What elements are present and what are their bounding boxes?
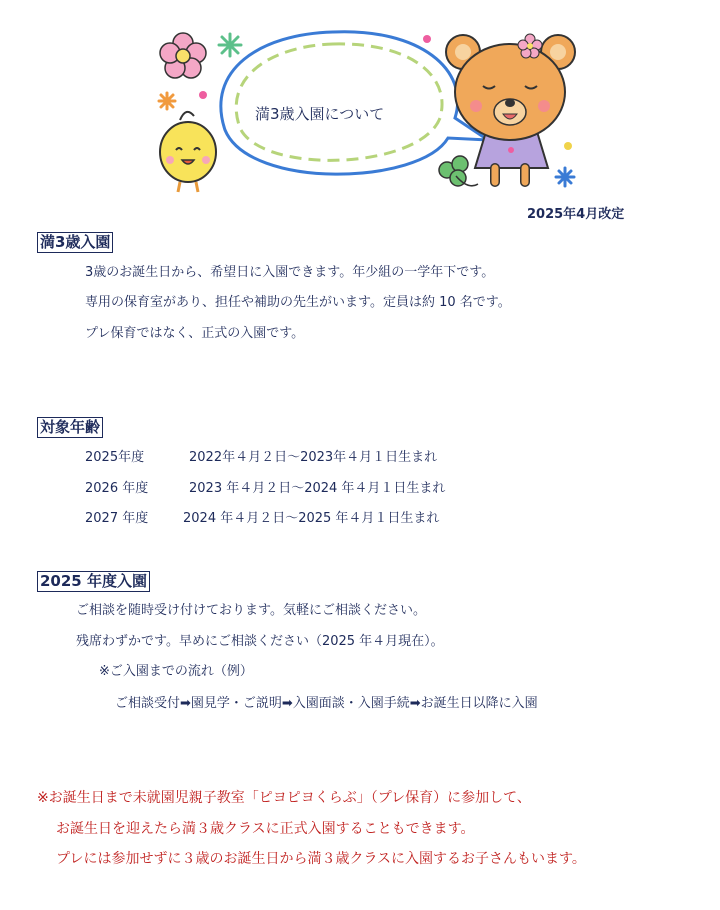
sparkle-orange-icon: [159, 93, 175, 109]
chick-icon: [160, 112, 216, 192]
section-heading-ages: 対象年齢: [37, 417, 103, 438]
header-illustration: [0, 0, 720, 210]
section-heading-enroll-2025: 2025 年度入園: [37, 571, 150, 592]
revision-date: 2025年4月改定: [527, 207, 625, 222]
clover-icon: [439, 156, 478, 186]
note-line-1: ※お誕生日まで未就園児親子教室「ピヨピヨくらぶ」（プレ保育）に参加して、: [37, 790, 531, 806]
flow-steps: ご相談受付➡園見学・ご説明➡入園面談・入園手続➡お誕生日以降に入園: [115, 696, 538, 711]
age-row: [85, 480, 445, 498]
section-heading-about: 満3歳入園: [37, 232, 113, 253]
bubble-title: 満3歳入園について: [255, 105, 385, 123]
about-line-1: 3歳のお誕生日から、希望日に入園できます。年少組の一学年下です。: [85, 265, 495, 280]
sparkle-green-icon: [219, 34, 241, 56]
age-year: 2027 年度: [85, 511, 149, 526]
sparkle-blue-icon: [556, 168, 574, 186]
about-line-2: 専用の保育室があり、担任や補助の先生がいます。定員は約 10 名です。: [85, 295, 511, 310]
age-year: 2025年度: [85, 450, 145, 465]
enroll-line-2: 残席わずかです。早めにご相談ください（2025 年４月現在）。: [76, 634, 444, 649]
about-line-3: プレ保育ではなく、正式の入園です。: [85, 326, 305, 341]
note-line-2: お誕生日を迎えたら満３歳クラスに正式入園することもできます。: [56, 821, 475, 837]
enroll-line-1: ご相談を随時受け付けております。気軽にご相談ください。: [76, 603, 426, 618]
age-year: 2026 年度: [85, 481, 149, 496]
age-range: 2024 年４月２日～2025 年４月１日生まれ: [183, 511, 440, 526]
age-row: [85, 510, 439, 528]
note-line-3: プレには参加せずに３歳のお誕生日から満３歳クラスに入園するお子さんもいます。: [56, 851, 586, 867]
flower-icon: [160, 33, 206, 78]
age-range: 2023 年４月２日～2024 年４月１日生まれ: [189, 481, 446, 496]
flow-title: ※ご入園までの流れ（例）: [99, 664, 253, 679]
age-row: [85, 449, 437, 467]
age-range: 2022年４月２日～2023年４月１日生まれ: [189, 450, 438, 465]
